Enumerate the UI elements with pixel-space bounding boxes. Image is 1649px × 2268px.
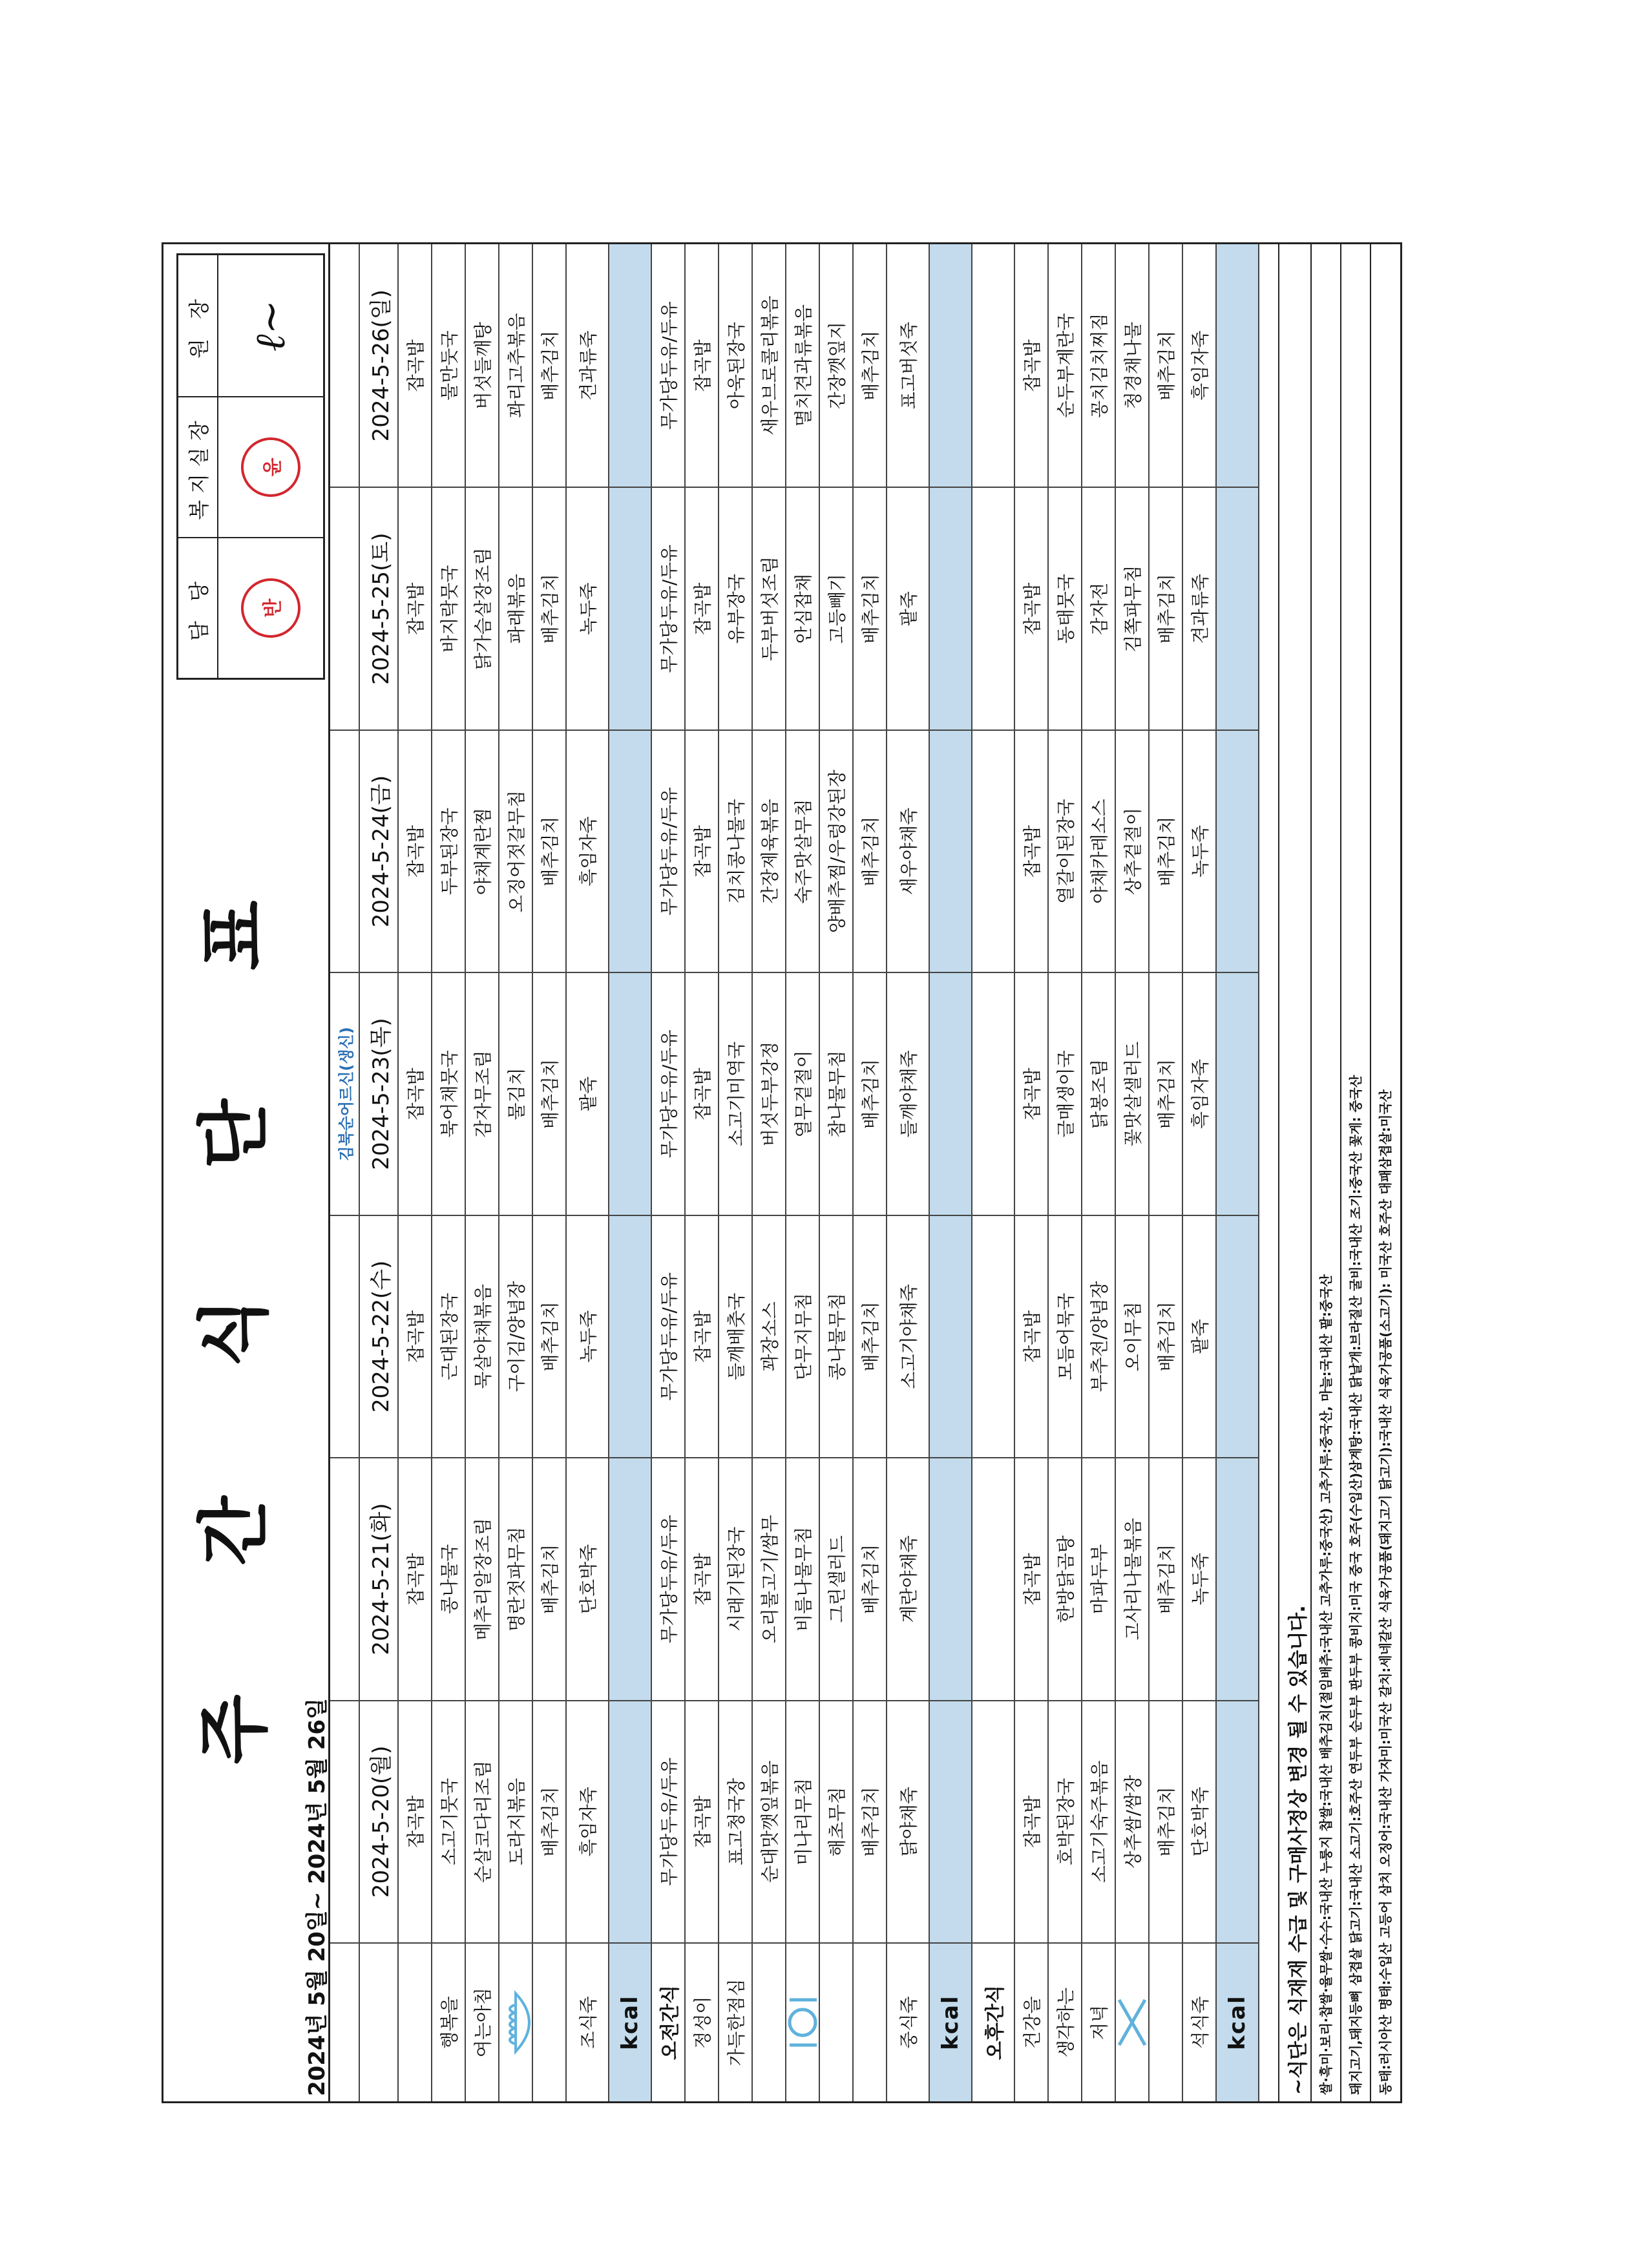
menu-item: 배추김치 [1150,730,1183,972]
menu-item: 버섯들깨탕 [466,244,499,487]
note-cell [330,244,360,487]
menu-item: 잡곡밥 [399,1700,432,1942]
kcal-value [930,1457,972,1699]
note-cell [330,1942,360,2101]
menu-table [328,244,1278,2101]
menu-item: 배추김치 [1150,487,1183,729]
menu-item: 잡곡밥 [686,1457,719,1699]
fork-knife-icon [1116,1987,1150,2058]
lunch-porridge-label: 중식죽 [887,1942,930,2101]
menu-item [972,1215,1015,1457]
menu-item: 잡곡밥 [1015,1457,1049,1699]
kcal-value [609,972,652,1214]
menu-sheet [162,242,1402,2103]
menu-item: 잡곡밥 [399,487,432,729]
menu-item [972,1700,1015,1942]
menu-item: 꽈장소스 [753,1215,786,1457]
menu-item: 잡곡밥 [1015,1700,1049,1942]
menu-item: 모듬어묵국 [1049,1215,1082,1457]
corner-cell [360,1942,399,2101]
menu-item: 배추김치 [1150,1700,1183,1942]
menu-item: 무가당두유/두유 [652,1457,686,1699]
menu-item: 녹두죽 [1183,1457,1217,1699]
menu-item: 잡곡밥 [1015,487,1049,729]
approval-welfare-cell [218,396,323,537]
menu-item: 잡곡밥 [1015,1215,1049,1457]
lunch-icon-cell [786,1942,820,2101]
plate-cutlery-icon [786,1987,820,2058]
menu-item: 흑임자죽 [567,730,609,972]
menu-item: 김치콩나물국 [719,730,753,972]
menu-item: 북어채뭇국 [432,972,466,1214]
menu-item: 배추김치 [533,487,567,729]
menu-item: 소고기야채죽 [887,1215,930,1457]
approval-box [176,253,325,680]
menu-item: 열무겉절이 [786,972,820,1214]
menu-item: 새우야채죽 [887,730,930,972]
menu-item: 그린샐러드 [820,1457,854,1699]
note-cell [330,1457,360,1699]
menu-item: 고사리나물볶음 [1116,1457,1150,1699]
menu-item: 파래볶음 [499,487,533,729]
menu-item: 간장제육볶음 [753,730,786,972]
menu-item [972,1457,1015,1699]
menu-item: 단호박죽 [567,1457,609,1699]
menu-item: 꽃맛살샐러드 [1116,972,1150,1214]
menu-item: 마파두부 [1082,1457,1116,1699]
menu-item: 오이무침 [1116,1215,1150,1457]
menu-item: 물만둣국 [432,244,466,487]
menu-item: 유부장국 [719,487,753,729]
menu-item: 배추김치 [1150,972,1183,1214]
menu-item: 근대된장국 [432,1215,466,1457]
menu-item: 멸치견과류볶음 [786,244,820,487]
menu-item: 잡곡밥 [686,487,719,729]
breakfast-label [533,1942,567,2101]
menu-item: 잡곡밥 [1015,730,1049,972]
kcal-value [1217,1457,1259,1699]
menu-item: 상추쌈/쌈장 [1116,1700,1150,1942]
menu-item: 잡곡밥 [686,1215,719,1457]
kcal-value [609,487,652,729]
menu-item: 계란야채죽 [887,1457,930,1699]
menu-item: 잡곡밥 [686,1700,719,1942]
menu-item [972,244,1015,487]
menu-item: 글매생이국 [1049,972,1082,1214]
dinner-label: 생각하는 [1049,1942,1082,2101]
breakfast-icon-cell [499,1942,533,2101]
menu-item: 순두부계란국 [1049,244,1082,487]
menu-item: 비름나물무침 [786,1457,820,1699]
origin-line-1: 쌀·흑미·보리·찹쌀·율무쌀·수수:국내산 누룽지 찹쌀:국내산 배추김치(절임배추:국내산 고추가루:중국산) 고추가루:중국산, 마늘:국내산 팥:중국산 [1310,244,1340,2101]
menu-item: 꽁치김치찌짐 [1082,244,1116,487]
menu-item: 무가당두유/두유 [652,1700,686,1942]
menu-item: 해초무침 [820,1700,854,1942]
menu-item: 단무지무침 [786,1215,820,1457]
menu-item: 배추김치 [854,1215,887,1457]
footer-notice: ~식단은 식재재 수급 및 구매사정상 변경 될 수 있습니다. [1287,1605,1310,2095]
page-title: 주 간 식 단 표 [193,848,277,1765]
menu-item: 잡곡밥 [399,1215,432,1457]
menu-item: 시래기된장국 [719,1457,753,1699]
note-cell [330,1700,360,1942]
date-header: 2024-5-23(목) [360,972,399,1214]
menu-item: 부추전/양념장 [1082,1215,1116,1457]
menu-item: 소고기미역국 [719,972,753,1214]
menu-item: 명란젓파무침 [499,1457,533,1699]
kcal-value [609,1457,652,1699]
approval-staff-cell [218,537,323,678]
kcal-value [1217,1700,1259,1942]
pm-snack-label: 오후간식 [972,1942,1015,2101]
date-header: 2024-5-26(일) [360,244,399,487]
menu-item: 상추겉절이 [1116,730,1150,972]
kcal-value [1217,244,1259,487]
menu-item: 무가당두유/두유 [652,972,686,1214]
menu-item: 묵살야채볶음 [466,1215,499,1457]
menu-item: 팥죽 [1183,1215,1217,1457]
menu-item: 구이김/양념장 [499,1215,533,1457]
menu-item: 배추김치 [854,730,887,972]
menu-item: 열갈이된장국 [1049,730,1082,972]
menu-item: 아욱된장국 [719,244,753,487]
date-header: 2024-5-24(금) [360,730,399,972]
menu-period: 2024년 5월 20일~ 2024년 5월 26일 [304,1698,330,2096]
kcal-label: kcal [1217,1942,1259,2101]
menu-item: 흑임자죽 [1183,972,1217,1214]
menu-item: 닭가슴살장조림 [466,487,499,729]
menu-item: 팥죽 [887,487,930,729]
menu-item: 단호박죽 [1183,1700,1217,1942]
kcal-value [1217,730,1259,972]
menu-item: 흑임자죽 [567,1700,609,1942]
menu-item: 배추김치 [854,487,887,729]
menu-item: 닭봉조림 [1082,972,1116,1214]
note-cell [330,730,360,972]
breakfast-porridge-label: 조식죽 [567,1942,609,2101]
kcal-value [930,730,972,972]
menu-item [972,972,1015,1214]
dinner-label: 건강을 [1015,1942,1049,2101]
menu-item: 배추김치 [854,1457,887,1699]
menu-item: 잡곡밥 [686,730,719,972]
menu-item: 잡곡밥 [399,1457,432,1699]
date-header: 2024-5-21(화) [360,1457,399,1699]
menu-item: 배추김치 [854,1700,887,1942]
menu-item: 두부된장국 [432,730,466,972]
date-header: 2024-5-25(토) [360,487,399,729]
approval-header-director: 원 장 [178,255,218,396]
menu-item: 양배추찜/우렁강된장 [820,730,854,972]
rice-bowl-icon [499,1987,533,2058]
date-header: 2024-5-22(수) [360,1215,399,1457]
menu-item: 메추리알장조림 [466,1457,499,1699]
kcal-value [930,972,972,1214]
approval-header-staff: 담 당 [178,537,218,678]
kcal-value [1217,487,1259,729]
menu-item: 한방닭곰탕 [1049,1457,1082,1699]
menu-item: 김쪽파무침 [1116,487,1150,729]
kcal-value [609,1215,652,1457]
menu-item: 감자무조림 [466,972,499,1214]
signature: ℓ~ [247,299,295,352]
kcal-value [609,244,652,487]
breakfast-label: 여는아침 [466,1942,499,2101]
menu-item: 고등빼기 [820,487,854,729]
menu-item: 미나리무침 [786,1700,820,1942]
menu-item: 잡곡밥 [399,972,432,1214]
lunch-label [820,1942,854,2101]
footer [1278,244,1400,2101]
menu-item: 팥죽 [567,972,609,1214]
note-cell [330,487,360,729]
menu-item: 흑임자죽 [1183,244,1217,487]
menu-item: 잡곡밥 [686,972,719,1214]
kcal-value [930,487,972,729]
kcal-value [930,244,972,487]
menu-item: 배추김치 [533,244,567,487]
menu-item: 잡곡밥 [1015,972,1049,1214]
menu-item: 잡곡밥 [399,730,432,972]
seal-stamp-icon: 윤 [241,437,300,497]
lunch-label: 가득한점심 [719,1942,753,2101]
menu-item: 녹두죽 [567,487,609,729]
menu-item: 바지락뭇국 [432,487,466,729]
menu-item: 들깨야채죽 [887,972,930,1214]
lunch-label [753,1942,786,2101]
menu-item: 배추김치 [1150,1457,1183,1699]
menu-item: 들깨배춧국 [719,1215,753,1457]
breakfast-label: 행복을 [432,1942,466,2101]
menu-item: 두부버섯조림 [753,487,786,729]
menu-item: 견과류죽 [567,244,609,487]
menu-item: 호박된장국 [1049,1700,1082,1942]
kcal-value [609,1700,652,1942]
menu-item: 꽈리고추볶음 [499,244,533,487]
breakfast-label [399,1942,432,2101]
menu-item: 배추김치 [1150,244,1183,487]
note-cell [330,1215,360,1457]
approval-header-welfare: 복지실장 [178,396,218,537]
menu-item: 순대맛깻잎볶음 [753,1700,786,1942]
kcal-value [609,730,652,972]
menu-item: 소고기뭇국 [432,1700,466,1942]
dinner-label [1150,1942,1183,2101]
kcal-value [1217,1215,1259,1457]
menu-item: 안심잡채 [786,487,820,729]
date-header: 2024-5-20(월) [360,1700,399,1942]
menu-item: 잡곡밥 [686,244,719,487]
menu-item: 새우브로콜리볶음 [753,244,786,487]
dinner-label: 저녁 [1082,1942,1116,2101]
menu-item: 순살코다리조림 [466,1700,499,1942]
menu-item: 동태뭇국 [1049,487,1082,729]
menu-item: 도라지볶음 [499,1700,533,1942]
menu-item: 배추김치 [854,972,887,1214]
kcal-label: kcal [609,1942,652,2101]
menu-item: 버섯두부강정 [753,972,786,1214]
menu-item: 표고청국장 [719,1700,753,1942]
menu-item: 간장깻잎지 [820,244,854,487]
menu-item: 콩나물무침 [820,1215,854,1457]
menu-item: 배추김치 [533,1700,567,1942]
menu-item: 표고버섯죽 [887,244,930,487]
menu-item: 배추김치 [533,1215,567,1457]
menu-item: 닭야채죽 [887,1700,930,1942]
birthday-note: 김북순어르신(생신) [330,972,360,1214]
seal-stamp-icon: 반 [241,578,300,638]
dinner-icon-cell [1116,1942,1150,2101]
menu-item: 배추김치 [854,244,887,487]
menu-item: 물김치 [499,972,533,1214]
menu-item: 소고기숙주볶음 [1082,1700,1116,1942]
menu-item: 오리불고기/쌈무 [753,1457,786,1699]
menu-item: 견과류죽 [1183,487,1217,729]
menu-item: 무가당두유/두유 [652,730,686,972]
menu-item: 녹두죽 [567,1215,609,1457]
kcal-value [930,1215,972,1457]
menu-item: 배추김치 [1150,1215,1183,1457]
menu-item: 오징어젓갈무침 [499,730,533,972]
menu-item [972,730,1015,972]
menu-item: 콩나물국 [432,1457,466,1699]
menu-item: 배추김치 [533,1457,567,1699]
kcal-value [930,1700,972,1942]
menu-item: 배추김치 [533,730,567,972]
menu-item: 참나물무침 [820,972,854,1214]
lunch-label: 정성이 [686,1942,719,2101]
menu-item: 잡곡밥 [1015,244,1049,487]
menu-item: 배추김치 [533,972,567,1214]
menu-item [972,487,1015,729]
menu-item: 무가당두유/두유 [652,1215,686,1457]
menu-item: 무가당두유/두유 [652,487,686,729]
menu-item: 녹두죽 [1183,730,1217,972]
menu-item: 숙주맛살무침 [786,730,820,972]
menu-item: 야채카레소스 [1082,730,1116,972]
dinner-porridge-label: 석식죽 [1183,1942,1217,2101]
menu-item: 야채계란찜 [466,730,499,972]
kcal-label: kcal [930,1942,972,2101]
kcal-value [1217,972,1259,1214]
approval-director-cell [218,255,323,396]
menu-item: 감자전 [1082,487,1116,729]
origin-line-3: 동태:러시아산 명태:수입산 고등어 삼치 오징어:국내산 가자미:미국산 갈치:세네갈산 식육가공품(돼지고기 닭고기):국내산 식육가공품(소고기): 미국산 호주산 대패삼겹살:미국산 [1370,244,1400,2101]
menu-item: 무가당두유/두유 [652,244,686,487]
lunch-label [854,1942,887,2101]
am-snack-label: 오전간식 [652,1942,686,2101]
origin-line-2: 돼지고기,돼지등뼈 삼겹살 닭고기:국내산 소고기:호주산 연두부 순두부 판두부 콩비지:미국 중국 호주(수입산)삼계탕:국내산 닭날개:브라질산 굴비:국내산 조기:중국산 꽃게: 중국산 [1340,244,1370,2101]
menu-item: 잡곡밥 [399,244,432,487]
menu-item: 청경채나물 [1116,244,1150,487]
